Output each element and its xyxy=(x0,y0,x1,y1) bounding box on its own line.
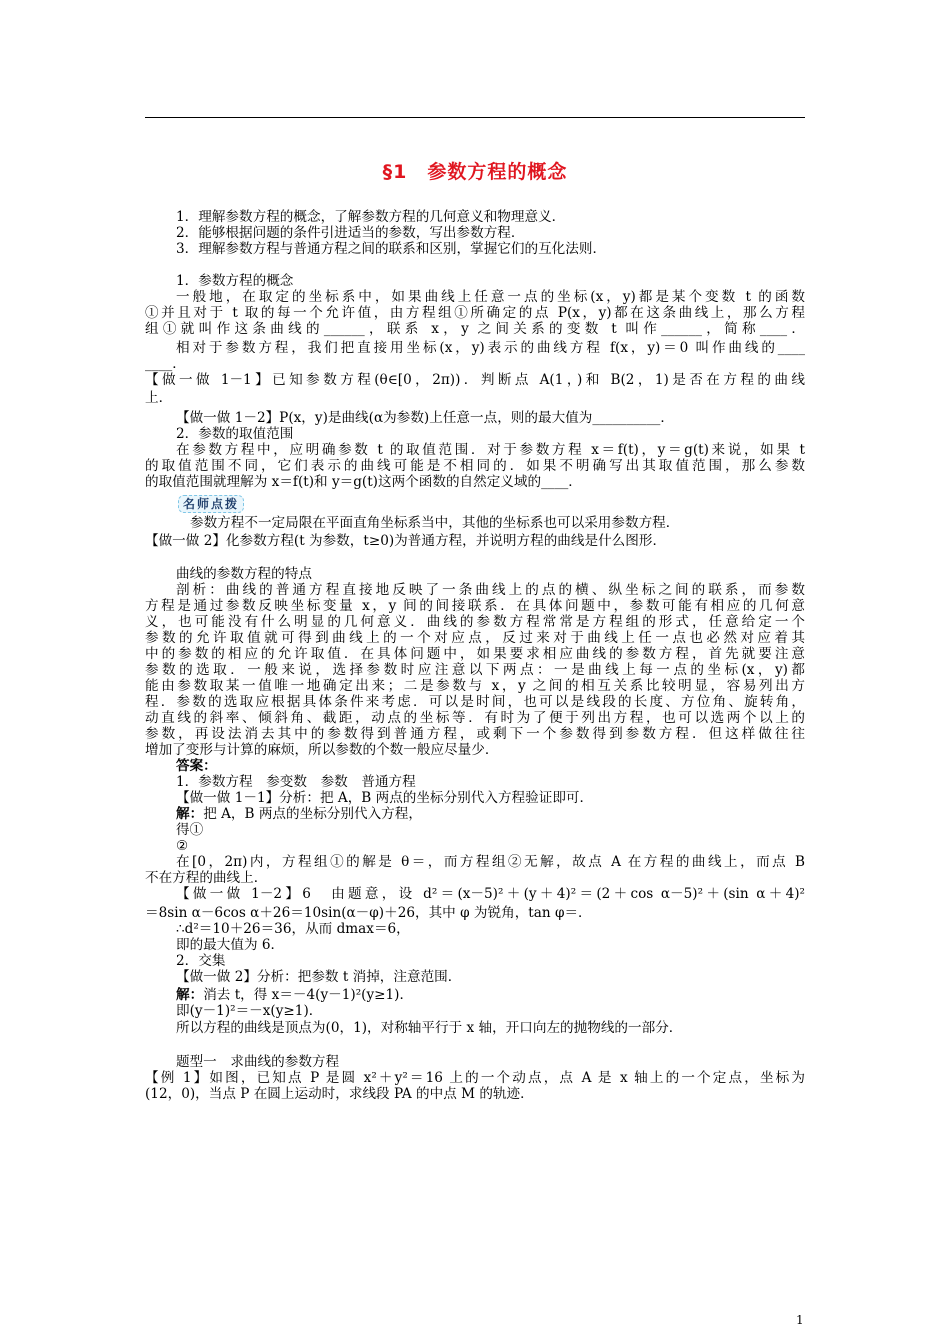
paragraph-line: 义，也可能没有什么明显的几何意义．曲线的参数方程常常是方程组的形式，任意给定一个 xyxy=(145,614,805,630)
paragraph-line: 参数的选取．一般来说，选择参数时应注意以下两点：一是曲线上每一点的坐标(x，y)都 xyxy=(145,662,805,678)
solution-label: 解： xyxy=(176,806,204,822)
paragraph-line: ____． xyxy=(145,356,186,372)
answer-line: 2．交集 xyxy=(176,953,226,969)
heading-concept: 1．参数方程的概念 xyxy=(176,273,294,289)
paragraph-line: 的取值范围不同，它们表示的曲线可能是不相同的．如果不明确写出其取值范围，那么参数 xyxy=(145,458,805,474)
paragraph-line: 程．参数的选取应根据具体条件来考虑．可以是时间，也可以是线段的长度、方位角、旋转角， xyxy=(145,694,805,710)
answer-line: 【做一做 1－2】6 由题意，设 d²＝(x－5)²＋(y＋4)²＝(2＋cos α－5)²＋(sin α＋4)² xyxy=(176,886,805,902)
paragraph-line: 动直线的斜率、倾斜角、截距，动点的坐标等．有时为了便于列出方程，也可以选两个以上的 xyxy=(145,710,805,726)
page-number: 1 xyxy=(796,1313,804,1327)
example-1: (12，0)，当点 P 在圆上运动时，求线段 PA 的中点 M 的轨迹． xyxy=(145,1086,534,1102)
answer-line: 即(y－1)²＝－x(y≥1)． xyxy=(176,1003,323,1019)
answer-text: 把 A，B 两点的坐标分别代入方程， xyxy=(203,806,422,822)
paragraph-line: 增加了变形与计算的麻烦，所以参数的个数一般应尽量少． xyxy=(145,742,499,758)
answer-line: 【做一做 2】分析：把参数 t 消掉，注意范围． xyxy=(176,969,462,985)
answers-heading: 答案： xyxy=(176,758,217,774)
answer-line: ＝8sin α－6cos α＋26＝10sin(α－φ)＋26，其中 φ 为锐角，tan φ＝． xyxy=(145,905,592,921)
answer-line: 不在方程的曲线上． xyxy=(145,870,268,886)
answer-line: 1．参数方程 参变数 参数 普通方程 xyxy=(176,774,416,790)
answer-line: 【做一做 1－1】分析：把 A，B 两点的坐标分别代入方程验证即可． xyxy=(176,790,594,806)
tip-text: 参数方程不一定局限在平面直角坐标系当中，其他的坐标系也可以采用参数方程． xyxy=(190,515,680,531)
paragraph-line: 剖析：曲线的普通方程直接地反映了一条曲线上的点的横、纵坐标之间的联系，而参数 xyxy=(176,582,805,598)
paragraph-line: 一般地，在取定的坐标系中，如果曲线上任意一点的坐标(x，y)都是某个变数 t 的函数 xyxy=(176,289,805,305)
heading-characteristics: 曲线的参数方程的特点 xyxy=(176,566,312,582)
paragraph-line: 的取值范围就理解为 x＝f(t)和 y＝g(t)这两个函数的自然定义域的____． xyxy=(145,474,582,490)
paragraph-line: 能由参数取某一值唯一地确定出来；二是参数与 x，y 之间的相互关系比较明显，容易列出方 xyxy=(145,678,805,694)
answer-line: 得① xyxy=(176,822,204,838)
paragraph-line: 相对于参数方程，我们把直接用坐标(x，y)表示的曲线方程 f(x，y)＝0 叫作曲线的____ xyxy=(176,340,805,356)
answer-line: 即的最大值为 6． xyxy=(176,937,285,953)
tip-badge: 名师点拨 xyxy=(178,495,244,513)
section-title: §1 参数方程的概念 xyxy=(382,161,568,183)
header-rule xyxy=(145,117,805,118)
heading-type-one: 题型一 求曲线的参数方程 xyxy=(176,1054,340,1070)
answer-line: 所以方程的曲线是顶点为(0，1)，对称轴平行于 x 轴，开口向左的抛物线的一部分． xyxy=(176,1020,683,1036)
exercise-2: 【做一做 2】化参数方程(t 为参数，t≥0)为普通方程，并说明方程的曲线是什么图形． xyxy=(145,533,667,549)
paragraph-line: 参数的允许取值就可得到曲线上的一个对应点，反过来对于曲线上任一点也必然对应着其 xyxy=(145,630,805,646)
exercise-1-1: 【做一做 1－1】已知参数方程(θ∈[0，2π))．判断点 A(1，)和 B(2，1)是否在方程的曲线 xyxy=(145,372,805,388)
paragraph-line: 组①就叫作这条曲线的______，联系 x，y 之间关系的变数 t 叫作______，简称____． xyxy=(145,321,805,337)
paragraph-line: 方程是通过参数反映坐标变量 x，y 间的间接联系．在具体问题中，参数可能有相应的几何意 xyxy=(145,598,805,614)
heading-range: 2．参数的取值范围 xyxy=(176,426,294,442)
exercise-1-2: 【做一做 1－2】P(x，y)是曲线(α为参数)上任意一点，则的最大值为__________． xyxy=(176,410,674,426)
objective-1: 1．理解参数方程的概念，了解参数方程的几何意义和物理意义． xyxy=(176,209,566,225)
paragraph-line: ①并且对于 t 取的每一个允许值，由方程组①所确定的点 P(x，y)都在这条曲线上，那么方程 xyxy=(145,305,805,321)
paragraph-line: 上． xyxy=(145,390,173,406)
answer-line: ② xyxy=(176,838,189,854)
solution-label: 解： xyxy=(176,987,204,1003)
paragraph-line: 参数，再设法消去其中的参数得到普通方程，或剩下一个参数得到参数方程．但这样做往往 xyxy=(145,726,805,742)
objective-3: 3．理解参数方程与普通方程之间的联系和区别，掌握它们的互化法则． xyxy=(176,241,607,257)
answer-line xyxy=(176,806,836,822)
answer-line: 在[0，2π)内，方程组①的解是 θ＝，而方程组②无解，故点 A 在方程的曲线上，而点 B xyxy=(176,854,805,870)
paragraph-line: 在参数方程中，应明确参数 t 的取值范围．对于参数方程 x＝f(t)，y＝g(t)来说，如果 t xyxy=(176,442,805,458)
answer-line xyxy=(176,987,836,1003)
objective-2: 2．能够根据问题的条件引进适当的参数，写出参数方程． xyxy=(176,225,525,241)
answer-line: ∴d²＝10＋26＝36，从而 dmax＝6， xyxy=(176,921,410,937)
paragraph-line: 中的参数的相应的允许取值．在具体问题中，如果要求相应曲线的参数方程，首先就要注意 xyxy=(145,646,805,662)
answer-text: 消去 t，得 x＝－4(y－1)²(y≥1)． xyxy=(203,987,414,1003)
example-1: 【例 1】如图，已知点 P 是圆 x²＋y²＝16 上的一个动点，点 A 是 x 轴上的一个定点，坐标为 xyxy=(145,1070,805,1086)
